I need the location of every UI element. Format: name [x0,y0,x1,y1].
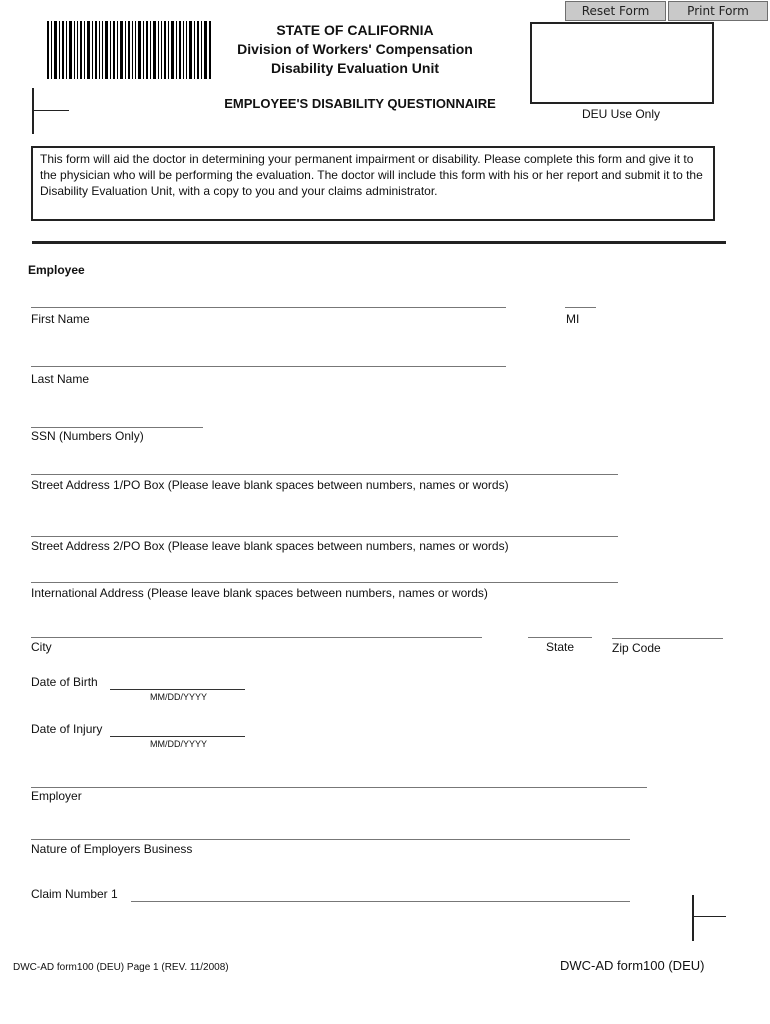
street-address-1-label: Street Address 1/PO Box (Please leave blank spaces between numbers, names or words) [31,478,509,492]
barcode [47,21,213,82]
registration-mark-br-vertical [692,895,694,941]
instructions-text: This form will aid the doctor in determining your permanent impairment or disability. Please complete this form and give it to the physician who will be performing the evaluation. The doctor will include this form with his or her report and submit it to the Disability Evaluation Unit, with a copy to you and your claims administrator. [40,152,703,198]
unit-heading: Disability Evaluation Unit [270,60,440,76]
form-title: EMPLOYEE'S DISABILITY QUESTIONNAIRE [224,96,496,111]
nature-of-business-input[interactable] [31,839,630,840]
employer-label: Employer [31,789,82,803]
mi-label: MI [566,312,580,326]
footer-form-id: DWC-AD form100 (DEU) Page 1 (REV. 11/2008) [13,962,229,973]
state-input[interactable] [528,637,592,638]
deu-use-only-label: DEU Use Only [582,107,661,121]
instructions-box [31,146,715,221]
date-of-birth-format: MM/DD/YYYY [150,692,208,702]
mi-input[interactable] [565,307,596,308]
registration-mark-vertical [32,88,34,134]
claim-number-label: Claim Number 1 [31,887,118,901]
zip-code-label: Zip Code [612,641,661,655]
date-of-injury-label: Date of Injury [31,722,103,736]
ssn-label: SSN (Numbers Only) [31,429,144,443]
date-of-birth-label: Date of Birth [31,675,98,689]
street-address-1-input[interactable] [31,474,618,475]
street-address-2-label: Street Address 2/PO Box (Please leave blank spaces between numbers, names or words) [31,539,509,553]
date-of-birth-input[interactable] [110,689,245,690]
ssn-input[interactable] [31,427,203,428]
city-input[interactable] [31,637,482,638]
last-name-input[interactable] [31,366,506,367]
state-heading: STATE OF CALIFORNIA [276,22,434,38]
registration-mark-horizontal [32,110,69,111]
nature-of-business-label: Nature of Employers Business [31,842,193,856]
registration-mark-br-horizontal [692,916,726,917]
claim-number-input[interactable] [131,901,630,902]
division-heading: Division of Workers' Compensation [237,41,473,57]
international-address-label: International Address (Please leave blank spaces between numbers, names or words) [31,586,488,600]
print-form-button[interactable]: Print Form [668,1,768,21]
state-label: State [546,640,575,654]
international-address-input[interactable] [31,582,618,583]
reset-form-button[interactable]: Reset Form [565,1,666,21]
last-name-label: Last Name [31,372,90,386]
street-address-2-input[interactable] [31,536,618,537]
first-name-input[interactable] [31,307,506,308]
employee-section-title: Employee [28,263,85,277]
date-of-injury-format: MM/DD/YYYY [150,739,208,749]
city-label: City [31,640,52,654]
deu-use-only-box [530,22,714,104]
footer-form-name: DWC-AD form100 (DEU) [560,958,705,973]
section-divider [32,241,726,244]
employer-input[interactable] [31,787,647,788]
first-name-label: First Name [31,312,90,326]
date-of-injury-input[interactable] [110,736,245,737]
zip-code-input[interactable] [612,638,723,639]
